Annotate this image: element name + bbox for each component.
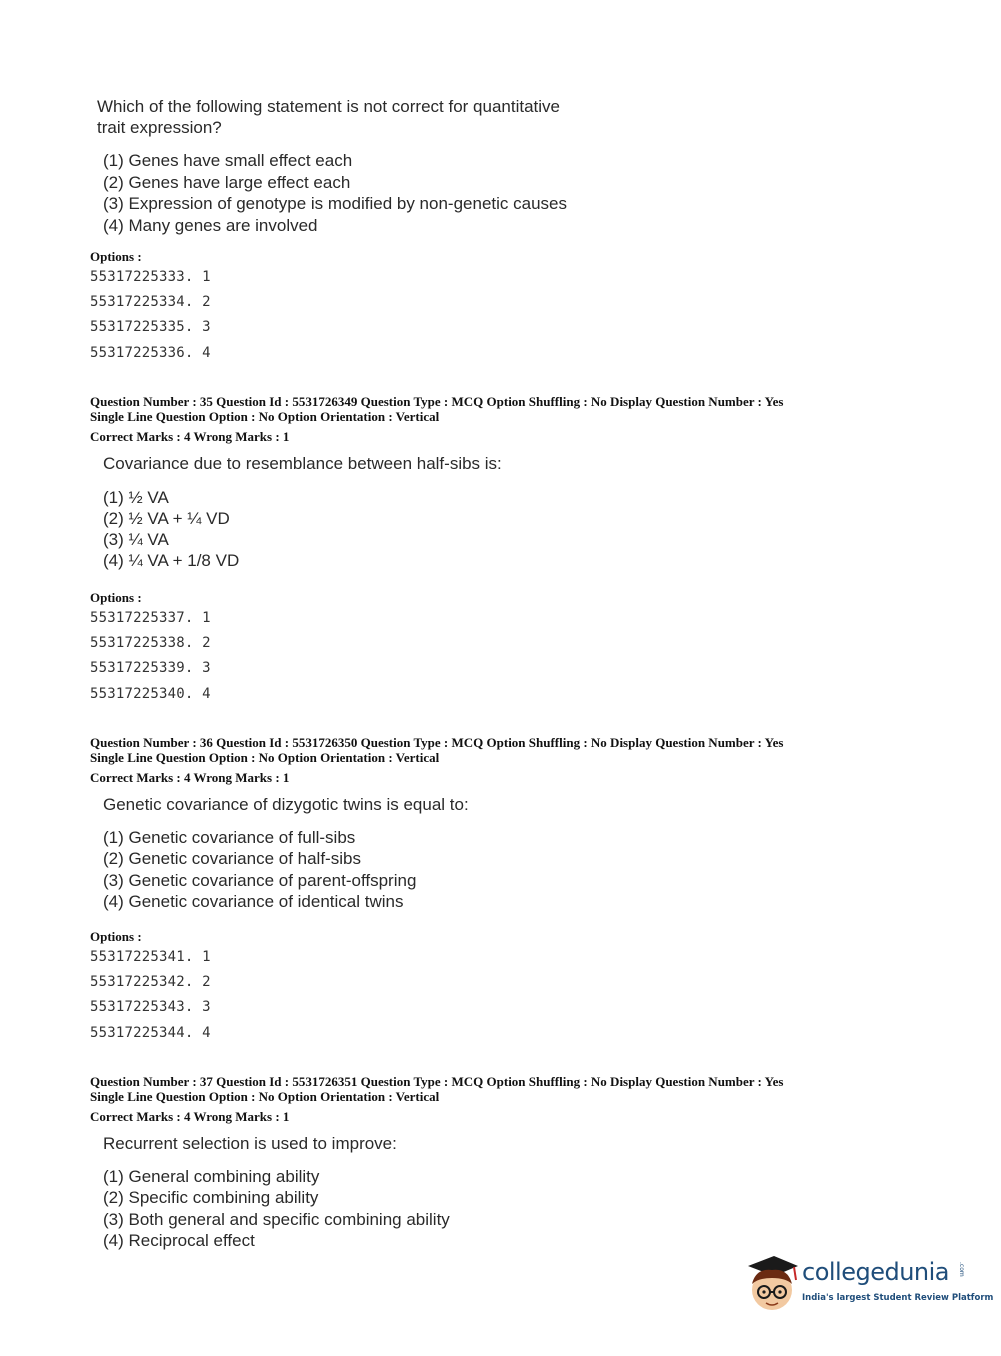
question-option-2: (2) Specific combining ability xyxy=(103,1188,319,1207)
option-id: 55317225333. 1 xyxy=(90,269,211,285)
question-marks: Correct Marks : 4 Wrong Marks : 1 xyxy=(90,429,290,444)
question-option-3: (3) Expression of genotype is modified by non-genetic causes xyxy=(103,194,567,213)
question-marks: Correct Marks : 4 Wrong Marks : 1 xyxy=(90,770,290,785)
option-id: 55317225337. 1 xyxy=(90,610,211,626)
question-option-4: (4) Genetic covariance of identical twins xyxy=(103,892,404,911)
option-id: 55317225338. 2 xyxy=(90,635,211,651)
question-text: Genetic covariance of dizygotic twins is equal to: xyxy=(103,795,469,814)
question-text: Covariance due to resemblance between half-sibs is: xyxy=(103,454,502,473)
question-text-line: Which of the following statement is not correct for quantitative xyxy=(97,97,561,116)
option-id: 55317225335. 3 xyxy=(90,319,211,335)
question-meta: Question Number : 36 Question Id : 5531726350 Question Type : MCQ Option Shuffling : No Display Question Number : Yes xyxy=(90,735,784,750)
question-option-4: (4) Reciprocal effect xyxy=(103,1231,255,1250)
logo-wordmark: collegedunia xyxy=(802,1258,950,1286)
option-id: 55317225336. 4 xyxy=(90,345,211,361)
question-meta: Single Line Question Option : No Option Orientation : Vertical xyxy=(90,409,440,424)
collegedunia-logo xyxy=(742,1252,994,1316)
question-option-1: (1) Genetic covariance of full-sibs xyxy=(103,828,356,847)
question-option-4: (4) ¼ VA + 1/8 VD xyxy=(103,551,240,570)
option-id: 55317225343. 3 xyxy=(90,999,211,1015)
question-meta: Single Line Question Option : No Option Orientation : Vertical xyxy=(90,1089,440,1104)
question-option-1: (1) General combining ability xyxy=(103,1167,320,1186)
option-id: 55317225341. 1 xyxy=(90,949,211,965)
question-text-line: trait expression? xyxy=(97,118,222,137)
question-meta: Question Number : 35 Question Id : 5531726349 Question Type : MCQ Option Shuffling : No Display Question Number : Yes xyxy=(90,394,784,409)
question-option-3: (3) ¼ VA xyxy=(103,530,169,549)
question-option-4: (4) Many genes are involved xyxy=(103,216,318,235)
options-label: Options : xyxy=(90,590,142,605)
question-option-1: (1) Genes have small effect each xyxy=(103,151,353,170)
option-id: 55317225342. 2 xyxy=(90,974,211,990)
mascot-icon xyxy=(742,1252,802,1314)
question-meta: Single Line Question Option : No Option Orientation : Vertical xyxy=(90,750,440,765)
option-id: 55317225340. 4 xyxy=(90,686,211,702)
logo-domain: .com xyxy=(958,1262,965,1277)
question-meta: Question Number : 37 Question Id : 5531726351 Question Type : MCQ Option Shuffling : No Display Question Number : Yes xyxy=(90,1074,784,1089)
logo-tagline: India's largest Student Review Platform xyxy=(802,1293,994,1303)
question-option-2: (2) Genetic covariance of half-sibs xyxy=(103,849,361,868)
question-option-1: (1) ½ VA xyxy=(103,488,169,507)
question-text: Recurrent selection is used to improve: xyxy=(103,1134,397,1153)
question-option-3: (3) Both general and specific combining ability xyxy=(103,1210,450,1229)
question-marks: Correct Marks : 4 Wrong Marks : 1 xyxy=(90,1109,290,1124)
option-id: 55317225339. 3 xyxy=(90,660,211,676)
options-label: Options : xyxy=(90,249,142,264)
question-option-2: (2) ½ VA + ¼ VD xyxy=(103,509,230,528)
options-label: Options : xyxy=(90,929,142,944)
option-id: 55317225334. 2 xyxy=(90,294,211,310)
option-id: 55317225344. 4 xyxy=(90,1025,211,1041)
question-option-3: (3) Genetic covariance of parent-offspring xyxy=(103,871,417,890)
question-option-2: (2) Genes have large effect each xyxy=(103,173,351,192)
